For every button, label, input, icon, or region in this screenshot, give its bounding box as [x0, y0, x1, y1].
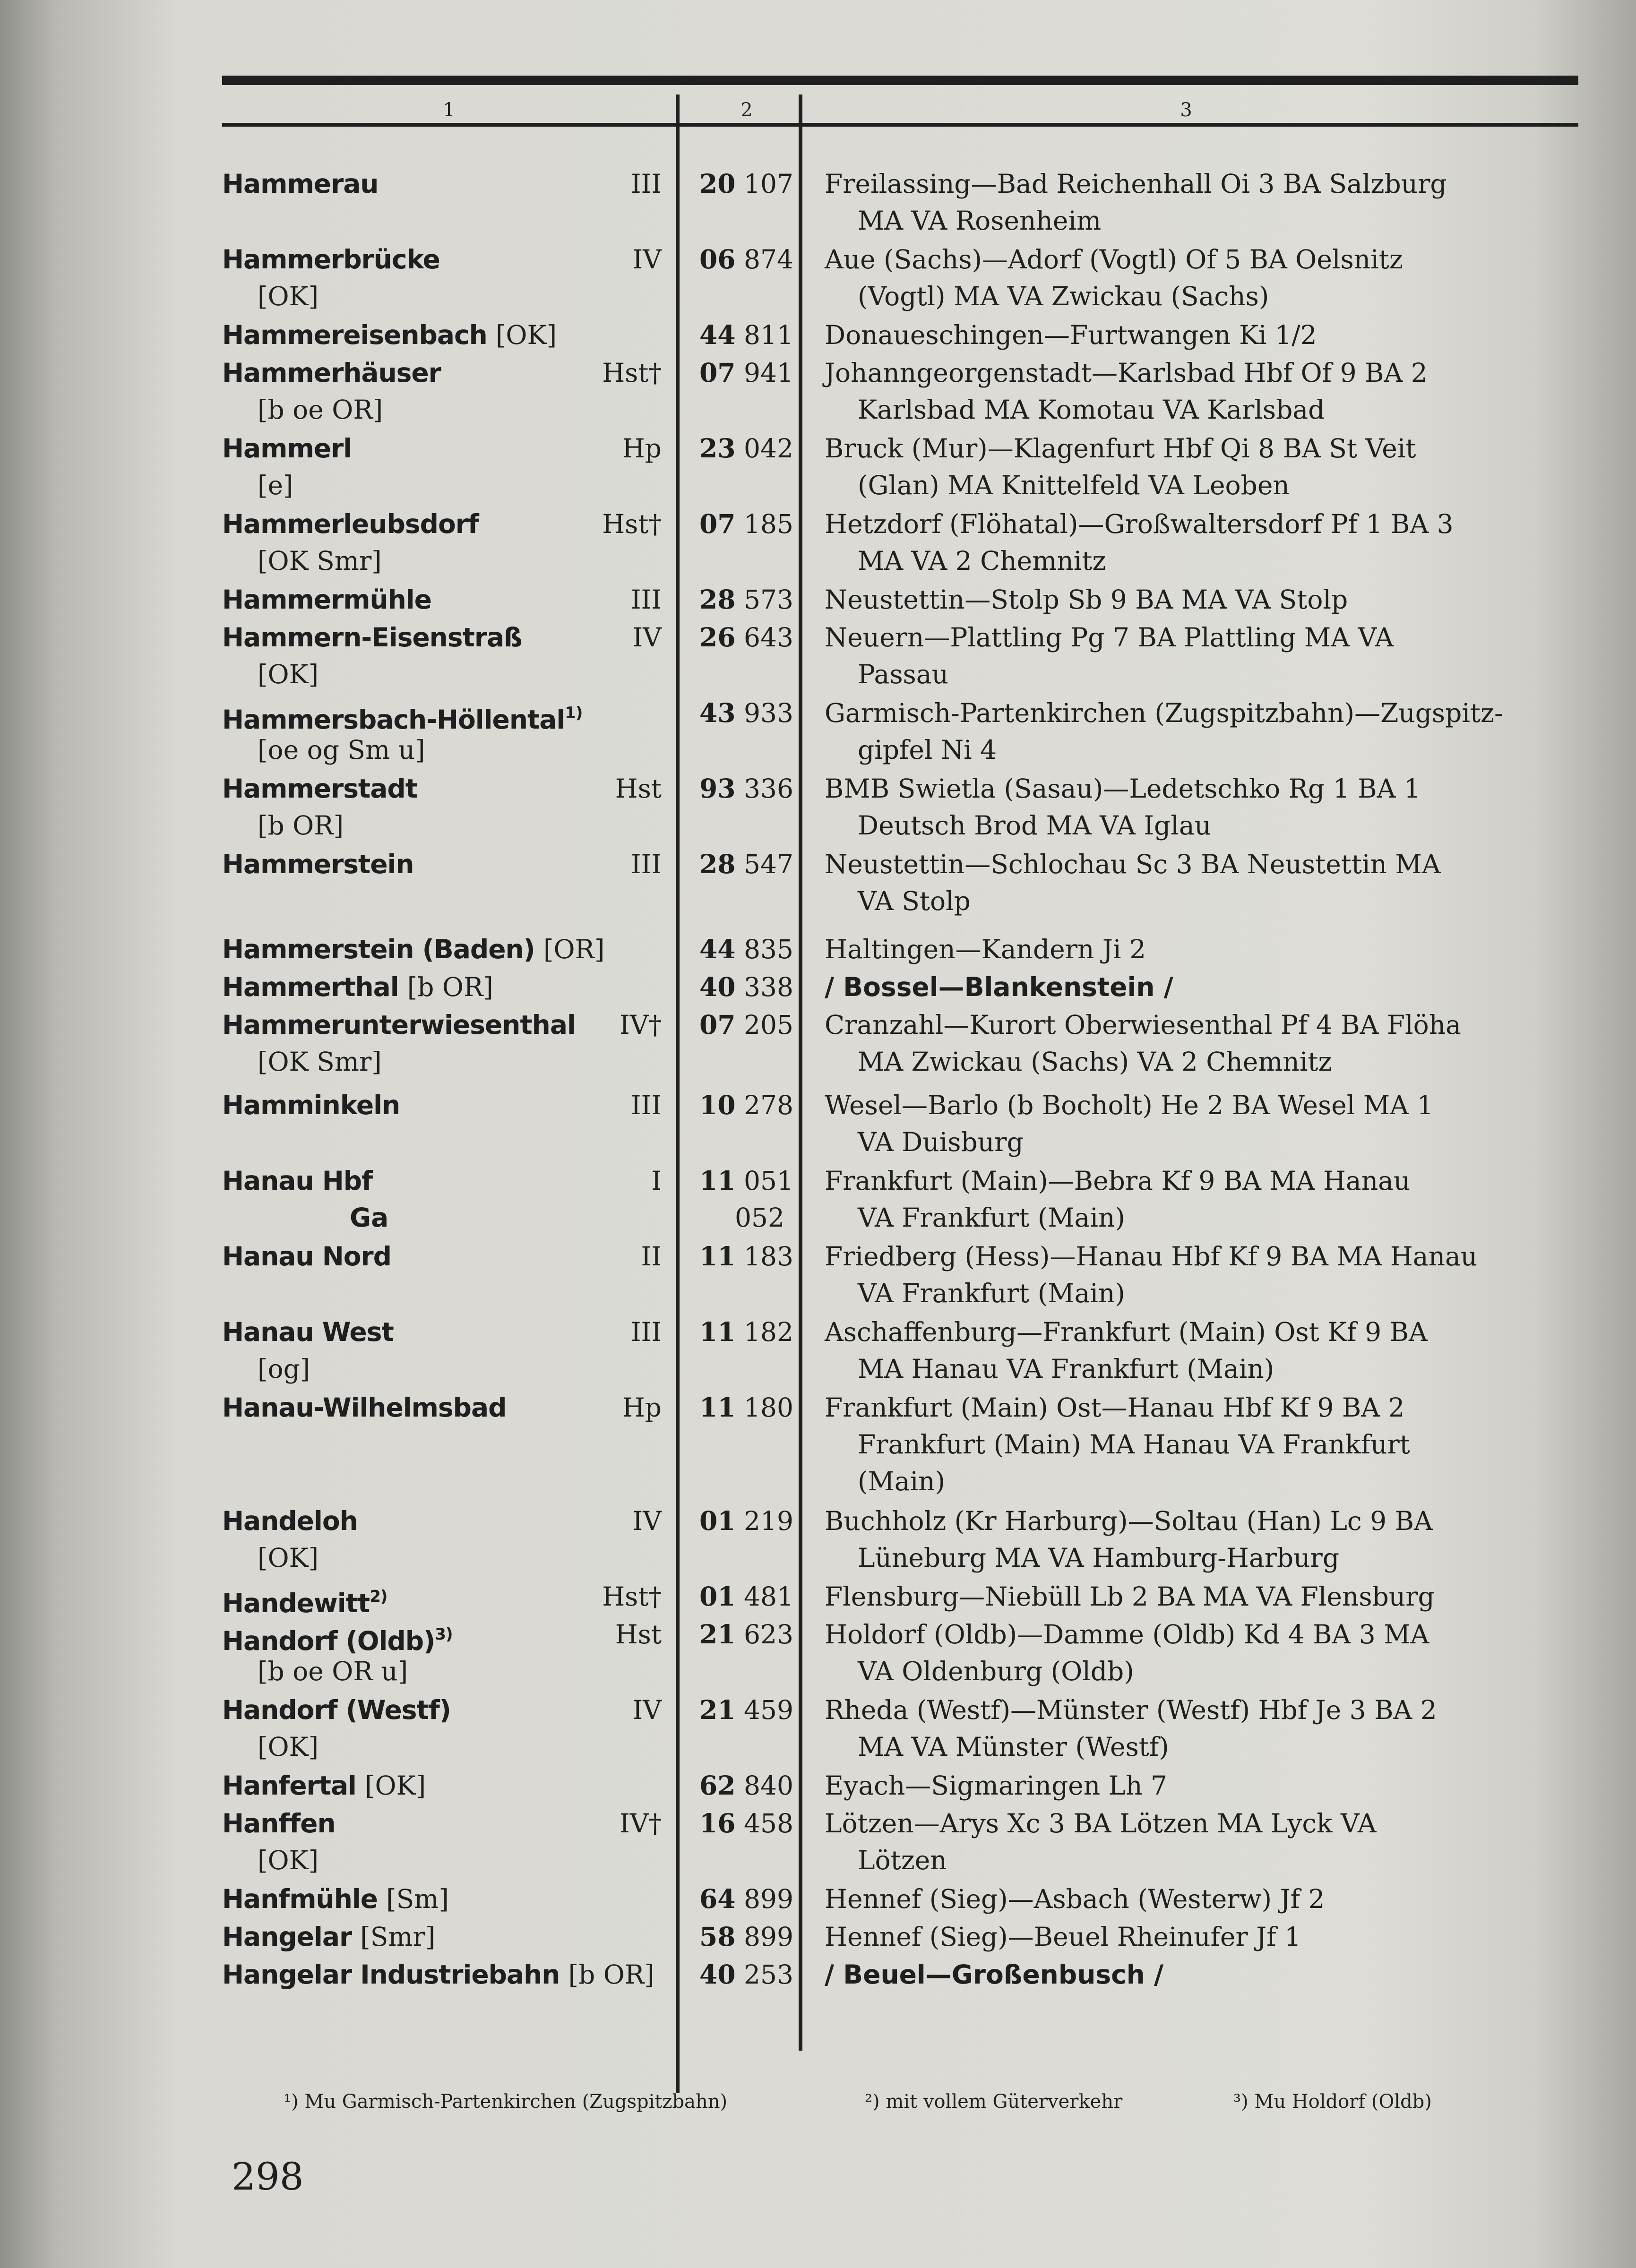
- footnote-marker: 2): [370, 1587, 387, 1606]
- station-remark: [b OR]: [568, 1959, 654, 1990]
- page-number: 298: [232, 2155, 304, 2199]
- line-description: / Bossel—Blankenstein /: [825, 972, 1173, 1002]
- station-name: [222, 969, 493, 1005]
- station-number-suffix: 835: [744, 934, 794, 964]
- station-number-suffix: 933: [744, 698, 794, 728]
- station-number-prefix: 06: [699, 244, 736, 275]
- station-number: [699, 846, 799, 883]
- line-description-cont: MA Zwickau (Sachs) VA 2 Chemnitz: [858, 1047, 1332, 1077]
- station-name: [222, 1087, 400, 1124]
- station-name-text: Hammerstein (Baden): [222, 934, 535, 964]
- station-number: [699, 1578, 799, 1615]
- footnote-marker: 1): [565, 704, 583, 722]
- station-remark: [Sm]: [386, 1884, 449, 1914]
- station-name-text: Hammerunterwiesenthal: [222, 1010, 576, 1040]
- station-name: [222, 430, 352, 467]
- station-remark: [OK Smr]: [258, 1047, 382, 1077]
- line-description: Haltingen—Kandern Ji 2: [825, 934, 1146, 964]
- station-name: [222, 1389, 507, 1426]
- station-remark: [OK]: [495, 320, 557, 350]
- station-number: [699, 317, 799, 353]
- station-number-prefix: 10: [699, 1090, 736, 1120]
- station-number: [699, 1238, 799, 1275]
- station-number-suffix: 182: [744, 1317, 794, 1347]
- station-name-text: Hammerau: [222, 169, 379, 199]
- station-number-suffix: 459: [744, 1695, 794, 1725]
- line-description-cont: MA VA Rosenheim: [858, 206, 1102, 236]
- station-class: Hst: [615, 1619, 662, 1649]
- station-class: III: [630, 849, 662, 879]
- station-name: [222, 1162, 372, 1199]
- station-remark: [OK Smr]: [258, 546, 382, 576]
- station-remark: [OK]: [258, 1845, 319, 1875]
- station-class: I: [651, 1166, 662, 1196]
- station-number-suffix: 874: [744, 244, 794, 275]
- station-class: IV: [632, 1695, 662, 1725]
- station-number-prefix: 01: [699, 1581, 736, 1612]
- station-number-suffix: 547: [744, 849, 794, 879]
- line-description: Buchholz (Kr Harburg)—Soltau (Han) Lc 9 BA: [825, 1506, 1433, 1536]
- station-number: [699, 1314, 799, 1350]
- station-number-suffix: 278: [744, 1090, 794, 1120]
- line-description: Aue (Sachs)—Adorf (Vogtl) Of 5 BA Oelsnitz: [825, 244, 1403, 275]
- station-number-prefix: 21: [699, 1619, 736, 1649]
- station-name: [222, 846, 414, 883]
- station-number-prefix: 44: [699, 934, 736, 964]
- station-name: [222, 619, 522, 656]
- station-number-prefix: 21: [699, 1694, 736, 1725]
- line-description: Hennef (Sieg)—Beuel Rheinufer Jf 1: [825, 1922, 1301, 1952]
- line-description: Neustettin—Schlochau Sc 3 BA Neustettin MA: [825, 849, 1441, 879]
- line-description: / Beuel—Großenbusch /: [825, 1959, 1164, 1990]
- station-remark: [b oe OR u]: [258, 1656, 408, 1686]
- station-name-text: Hammerthal: [222, 972, 399, 1002]
- station-name-text: Hammermühle: [222, 584, 431, 615]
- station-number-suffix: 180: [744, 1392, 794, 1423]
- station-class: II: [641, 1241, 662, 1271]
- station-class: Hst: [615, 773, 662, 804]
- station-number-suffix: 899: [744, 1922, 794, 1952]
- station-remark: [og]: [258, 1354, 310, 1384]
- station-name-text: Hammerbrücke: [222, 244, 440, 275]
- station-name-text: Hangelar: [222, 1922, 352, 1952]
- station-class: III: [630, 169, 662, 199]
- station-number-prefix: 23: [699, 433, 736, 464]
- line-description-cont: VA Oldenburg (Oldb): [858, 1656, 1134, 1686]
- line-description-cont: Lötzen: [858, 1845, 947, 1875]
- line-description-cont: Karlsbad MA Komotau VA Karlsbad: [858, 395, 1325, 425]
- line-description: Bruck (Mur)—Klagenfurt Hbf Qi 8 BA St Veit: [825, 433, 1416, 464]
- line-description: Johanngeorgenstadt—Karlsbad Hbf Of 9 BA 2: [825, 358, 1428, 388]
- header-rule: [222, 123, 1578, 127]
- line-description-cont: Passau: [858, 659, 948, 689]
- footnote-3: ³) Mu Holdorf (Oldb): [1233, 2091, 1432, 2113]
- line-description: Hetzdorf (Flöhatal)—Großwaltersdorf Pf 1 BA 3: [825, 509, 1454, 539]
- station-class: Hst†: [602, 509, 662, 539]
- station-class: III: [630, 1317, 662, 1347]
- station-number-prefix: 40: [699, 1959, 736, 1990]
- station-name-text: Hangelar Industriebahn: [222, 1959, 560, 1990]
- line-description: Eyach—Sigmaringen Lh 7: [825, 1770, 1168, 1801]
- line-description-cont: Lüneburg MA VA Hamburg-Harburg: [858, 1543, 1340, 1573]
- station-number-suffix: 458: [744, 1808, 794, 1838]
- station-number: [699, 1918, 799, 1955]
- station-number-prefix: 07: [699, 1009, 736, 1040]
- station-number-suffix: 253: [744, 1959, 794, 1990]
- station-name: [222, 931, 604, 968]
- station-name: [222, 1238, 391, 1275]
- column-divider-2: [799, 94, 802, 2051]
- station-number-prefix: 40: [699, 971, 736, 1002]
- line-description: Rheda (Westf)—Münster (Westf) Hbf Je 3 BA 2: [825, 1695, 1437, 1725]
- station-number: [699, 1389, 799, 1426]
- station-name-text: Hammereisenbach: [222, 320, 487, 350]
- station-name-text: Hanau West: [222, 1317, 394, 1347]
- line-description: BMB Swietla (Sasau)—Ledetschko Rg 1 BA 1: [825, 773, 1421, 804]
- station-remark: [OK]: [365, 1770, 426, 1801]
- station-number: [699, 770, 799, 807]
- line-description: Wesel—Barlo (b Bocholt) He 2 BA Wesel MA 1: [825, 1090, 1434, 1120]
- station-name-text: Hanfertal: [222, 1770, 356, 1801]
- station-number-suffix: 840: [744, 1770, 794, 1801]
- station-name: [222, 1805, 336, 1842]
- line-description-cont: VA Duisburg: [858, 1127, 1024, 1157]
- station-name-text: Hammerstadt: [222, 773, 417, 804]
- station-number-suffix: 338: [744, 972, 794, 1002]
- station-name-text: Hanau-Wilhelmsbad: [222, 1392, 507, 1423]
- station-name-text: Hammerhäuser: [222, 358, 441, 388]
- top-rule: [222, 76, 1578, 85]
- station-number: [699, 241, 799, 278]
- line-description-cont: gipfel Ni 4: [858, 735, 997, 765]
- line-description: Holdorf (Oldb)—Damme (Oldb) Kd 4 BA 3 MA: [825, 1619, 1429, 1649]
- station-name: [222, 241, 440, 278]
- station-number: [699, 1805, 799, 1842]
- station-class: Hst†: [602, 1581, 662, 1612]
- station-number-suffix: 183: [744, 1241, 794, 1271]
- line-description-cont: MA VA 2 Chemnitz: [858, 546, 1106, 576]
- station-number: [699, 931, 799, 968]
- station-class: Hp: [622, 433, 662, 464]
- station-remark: [Smr]: [360, 1922, 436, 1952]
- station-number-prefix: 26: [699, 622, 736, 653]
- line-description-cont: Frankfurt (Main) MA Hanau VA Frankfurt: [858, 1429, 1410, 1460]
- station-number-suffix: 811: [744, 320, 794, 350]
- station-number-prefix: 11: [699, 1392, 736, 1423]
- line-description: Donaueschingen—Furtwangen Ki 1/2: [825, 320, 1317, 350]
- line-description-cont: Deutsch Brod MA VA Iglau: [858, 810, 1212, 841]
- station-name-text: Hanau Hbf: [222, 1166, 373, 1196]
- station-number-prefix: 28: [699, 849, 736, 879]
- station-name-text: Hanffen: [222, 1808, 336, 1838]
- line-description: Friedberg (Hess)—Hanau Hbf Kf 9 BA MA Hanau: [825, 1241, 1478, 1271]
- station-name-text: Hamminkeln: [222, 1090, 400, 1120]
- station-number-extra: 052: [735, 1203, 784, 1233]
- station-number-suffix: 481: [744, 1581, 794, 1612]
- station-name: [222, 1918, 435, 1955]
- station-number: [699, 354, 799, 391]
- line-description: Flensburg—Niebüll Lb 2 BA MA VA Flensburg: [825, 1581, 1435, 1612]
- line-description: Lötzen—Arys Xc 3 BA Lötzen MA Lyck VA: [825, 1808, 1377, 1838]
- station-number: [699, 430, 799, 467]
- station-number-suffix: 336: [744, 773, 794, 804]
- station-class: Hst†: [602, 358, 662, 388]
- line-description: Garmisch-Partenkirchen (Zugspitzbahn)—Zugspitz-: [825, 698, 1503, 728]
- station-number-prefix: 16: [699, 1808, 736, 1838]
- station-class: IV: [632, 1506, 662, 1536]
- station-number: [699, 1767, 799, 1804]
- station-name: [222, 1503, 358, 1539]
- station-name: [222, 317, 557, 353]
- station-remark: [e]: [258, 470, 293, 500]
- station-number: [699, 619, 799, 656]
- station-name: [222, 770, 417, 807]
- station-class: IV: [632, 622, 662, 653]
- station-name: [222, 1767, 426, 1804]
- station-name: [222, 1578, 387, 1622]
- station-number-prefix: 11: [699, 1316, 736, 1347]
- station-remark: [OR]: [543, 934, 605, 964]
- station-number: [699, 1692, 799, 1728]
- station-number-prefix: 11: [699, 1241, 736, 1271]
- line-description: Neuern—Plattling Pg 7 BA Plattling MA VA: [825, 622, 1394, 653]
- station-class: Hp: [622, 1392, 662, 1423]
- station-number-suffix: 899: [744, 1884, 794, 1914]
- station-number: [699, 1162, 799, 1199]
- station-remark: [b OR]: [407, 972, 493, 1002]
- station-name-text: Hammerstein: [222, 849, 414, 879]
- station-name: [222, 1956, 654, 1993]
- station-class: IV: [632, 244, 662, 275]
- line-description: Cranzahl—Kurort Oberwiesenthal Pf 4 BA Flöha: [825, 1010, 1461, 1040]
- station-class: IV†: [620, 1808, 662, 1838]
- footnote-2: ²) mit vollem Güterverkehr: [865, 2091, 1123, 2113]
- station-name-text: Hammersbach-Höllental: [222, 704, 565, 735]
- station-name-text: Handorf (Oldb): [222, 1626, 435, 1656]
- station-remark: [OK]: [258, 659, 319, 689]
- station-remark: [b oe OR]: [258, 395, 383, 425]
- station-number-suffix: 185: [744, 509, 794, 539]
- station-number-suffix: 643: [744, 622, 794, 653]
- station-number-prefix: 20: [699, 168, 736, 199]
- station-number-suffix: 941: [744, 358, 794, 388]
- line-description-cont: MA VA Münster (Westf): [858, 1732, 1169, 1762]
- column-header-3: 3: [1180, 99, 1192, 121]
- station-name: [222, 354, 441, 391]
- station-name: [222, 506, 479, 542]
- station-class: III: [630, 1090, 662, 1120]
- station-table: [222, 76, 1578, 2070]
- station-number: [699, 969, 799, 1005]
- line-description: Frankfurt (Main)—Bebra Kf 9 BA MA Hanau: [825, 1166, 1411, 1196]
- station-name-text: Handeloh: [222, 1506, 358, 1536]
- station-name-text: Hanau Nord: [222, 1241, 392, 1271]
- station-number-prefix: 58: [699, 1921, 736, 1952]
- line-description-cont: VA Stolp: [858, 886, 971, 916]
- station-sub-name: Ga: [350, 1203, 389, 1233]
- station-remark: [b OR]: [258, 810, 344, 841]
- station-number-prefix: 44: [699, 319, 736, 350]
- station-number-prefix: 93: [699, 773, 736, 804]
- station-number-prefix: 01: [699, 1505, 736, 1536]
- station-number: [699, 1956, 799, 1993]
- line-description: Freilassing—Bad Reichenhall Oi 3 BA Salzburg: [825, 169, 1447, 199]
- line-description: Frankfurt (Main) Ost—Hanau Hbf Kf 9 BA 2: [825, 1392, 1405, 1423]
- line-description-cont: (Glan) MA Knittelfeld VA Leoben: [858, 470, 1290, 500]
- station-name: [222, 165, 378, 202]
- station-number-prefix: 43: [699, 697, 736, 728]
- line-description: Hennef (Sieg)—Asbach (Westerw) Jf 2: [825, 1884, 1325, 1914]
- line-description: Neustettin—Stolp Sb 9 BA MA VA Stolp: [825, 584, 1348, 615]
- line-description-cont: VA Frankfurt (Main): [858, 1203, 1125, 1233]
- footnote-1: ¹) Mu Garmisch-Partenkirchen (Zugspitzbahn): [284, 2091, 728, 2113]
- column-divider-1: [676, 94, 680, 2093]
- station-number: [699, 1087, 799, 1124]
- column-header-2: 2: [741, 99, 753, 121]
- station-number-prefix: 11: [699, 1165, 736, 1196]
- station-name-text: Hammern-Eisenstraß: [222, 622, 522, 653]
- station-name-text: Handewitt: [222, 1588, 370, 1618]
- line-description-cont: MA Hanau VA Frankfurt (Main): [858, 1354, 1274, 1384]
- station-name: [222, 1314, 394, 1350]
- station-class: IV†: [620, 1010, 662, 1040]
- station-remark: [OK]: [258, 281, 319, 311]
- line-description-cont: (Vogtl) MA VA Zwickau (Sachs): [858, 281, 1269, 311]
- station-number: [699, 1881, 799, 1917]
- station-number-suffix: 107: [744, 169, 794, 199]
- station-number: [699, 581, 799, 618]
- station-class: III: [630, 584, 662, 615]
- station-number: [699, 506, 799, 542]
- station-remark: [oe og Sm u]: [258, 735, 425, 765]
- station-name: [222, 1881, 449, 1917]
- station-number: [699, 695, 799, 731]
- station-name-text: Hammerleubsdorf: [222, 509, 479, 539]
- station-name-text: Handorf (Westf): [222, 1695, 451, 1725]
- station-name: [222, 1006, 576, 1043]
- station-remark: [OK]: [258, 1732, 319, 1762]
- footnote-marker: 3): [435, 1625, 453, 1644]
- line-description: Aschaffenburg—Frankfurt (Main) Ost Kf 9 BA: [825, 1317, 1428, 1347]
- line-description-cont: (Main): [858, 1466, 946, 1496]
- station-name: [222, 1692, 451, 1728]
- station-number-suffix: 623: [744, 1619, 794, 1649]
- station-remark: [OK]: [258, 1543, 319, 1573]
- station-number-suffix: 219: [744, 1506, 794, 1536]
- station-number-suffix: 051: [744, 1166, 794, 1196]
- station-number: [699, 165, 799, 202]
- station-number-prefix: 07: [699, 508, 736, 539]
- station-number-suffix: 573: [744, 584, 794, 615]
- station-number: [699, 1616, 799, 1653]
- station-name-text: Hammerl: [222, 433, 352, 464]
- station-number-prefix: 62: [699, 1770, 736, 1801]
- station-number: [699, 1503, 799, 1539]
- station-number: [699, 1006, 799, 1043]
- station-name-text: Hanfmühle: [222, 1884, 378, 1914]
- station-number-prefix: 28: [699, 584, 736, 615]
- station-number-suffix: 042: [744, 433, 794, 464]
- station-name: [222, 581, 431, 618]
- line-description-cont: VA Frankfurt (Main): [858, 1278, 1125, 1308]
- station-number-suffix: 205: [744, 1010, 794, 1040]
- station-number-prefix: 64: [699, 1883, 736, 1914]
- column-header-1: 1: [443, 99, 455, 121]
- station-number-prefix: 07: [699, 357, 736, 388]
